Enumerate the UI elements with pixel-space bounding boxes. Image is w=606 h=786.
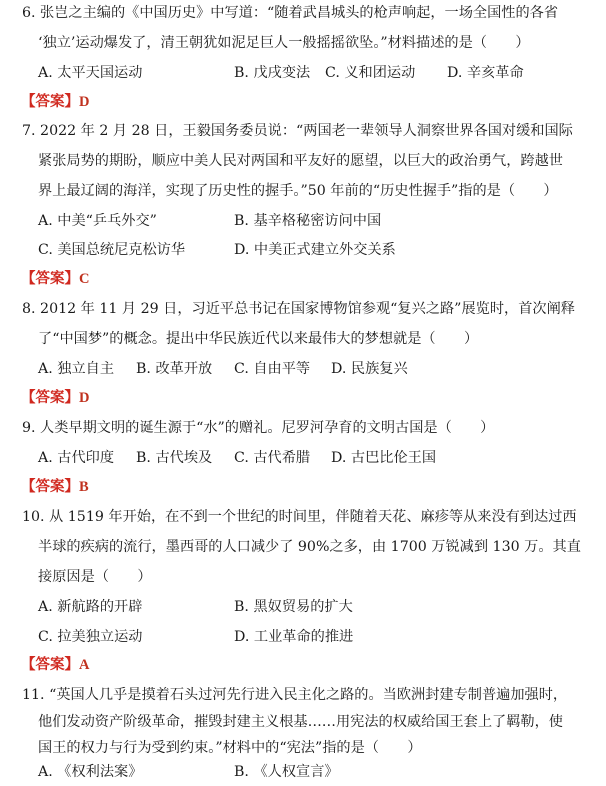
question-10-option-b: B. 黑奴贸易的扩大	[234, 599, 353, 615]
answer-letter: D	[79, 94, 90, 110]
question-10-line-2: 半球的疾病的流行，墨西哥的人口减少了 90%之多，由 1700 万锐减到 130 万。其直	[38, 539, 581, 555]
question-7-line-2: 紧张局势的期盼，顺应中美人民对两国和平友好的愿望，以巨大的政治勇气，跨越世	[38, 153, 563, 169]
question-11-line-2: 他们发动资产阶级革命，摧毁封建主义根基……用宪法的权威给国王套上了羁勒，使	[38, 714, 563, 730]
question-7-option-c: C. 美国总统尼克松访华	[38, 242, 186, 258]
answer-label: 【答案】	[21, 389, 79, 406]
question-9-option-d: D. 古巴比伦王国	[331, 450, 437, 466]
question-10-option-d: D. 工业革命的推进	[234, 629, 354, 645]
question-8-option-a: A. 独立自主	[38, 361, 115, 377]
question-6-line-1: 6. 张岂之主编的《中国历史》中写道：“随着武昌城头的枪声响起，一场全国性的各省	[22, 5, 559, 21]
question-7-option-a: A. 中美“乒乓外交”	[38, 213, 157, 229]
answer-label: 【答案】	[21, 478, 79, 495]
question-6-option-c: C. 义和团运动	[325, 65, 416, 81]
question-11-line-1: 11. “英国人几乎是摸着石头过河先行进入民主化之路的。当欧洲封建专制普遍加强时，	[22, 687, 568, 703]
answer-label: 【答案】	[21, 270, 79, 287]
question-11-option-a: A. 《权利法案》	[38, 764, 143, 780]
answer-6	[21, 92, 89, 112]
answer-label: 【答案】	[21, 656, 79, 673]
question-8-line-2: 了“中国梦”的概念。提出中华民族近代以来最伟大的梦想就是（ ）	[38, 331, 479, 347]
answer-8	[21, 388, 89, 408]
question-8-option-b: B. 改革开放	[136, 361, 213, 377]
question-9-option-b: B. 古代埃及	[136, 450, 213, 466]
question-10-option-a: A. 新航路的开辟	[38, 599, 143, 615]
answer-label: 【答案】	[21, 93, 79, 110]
answer-letter: C	[79, 271, 90, 287]
question-8-line-1: 8. 2012 年 11 月 29 日，习近平总书记在国家博物馆参观“复兴之路”展览时，首次阐释	[22, 301, 575, 317]
question-6-option-b: B. 戊戌变法	[234, 65, 311, 81]
question-7-option-b: B. 基辛格秘密访问中国	[234, 213, 382, 229]
question-9-option-c: C. 古代希腊	[234, 450, 311, 466]
question-7-line-3: 界上最辽阔的海洋，实现了历史性的握手。”50 年前的“历史性握手”指的是（ ）	[38, 183, 558, 199]
answer-10	[21, 655, 89, 675]
question-8-option-c: C. 自由平等	[234, 361, 311, 377]
answer-letter: A	[79, 657, 90, 673]
answer-7	[21, 269, 89, 289]
question-9-option-a: A. 古代印度	[38, 450, 115, 466]
question-10-line-3: 接原因是（ ）	[38, 569, 152, 585]
question-7-option-d: D. 中美正式建立外交关系	[234, 242, 396, 258]
question-6-option-d: D. 辛亥革命	[447, 65, 524, 81]
question-11-option-b: B. 《人权宣言》	[234, 764, 339, 780]
question-9-line-1: 9. 人类早期文明的诞生源于“水”的赠礼。尼罗河孕育的文明古国是（ ）	[22, 420, 495, 436]
answer-9	[21, 477, 89, 497]
question-6-line-2: ‘独立’运动爆发了，清王朝犹如泥足巨人一般摇摇欲坠。”材料描述的是（ ）	[38, 35, 530, 51]
answer-letter: D	[79, 390, 90, 406]
question-8-option-d: D. 民族复兴	[331, 361, 408, 377]
question-6-option-a: A. 太平天国运动	[38, 65, 143, 81]
question-7-line-1: 7. 2022 年 2 月 28 日，王毅国务委员说：“两国老一辈领导人洞察世界各国对缓和国际	[22, 123, 573, 139]
question-10-line-1: 10. 从 1519 年开始，在不到一个世纪的时间里，伴随着天花、麻疹等从来没有到达过西	[22, 509, 577, 525]
answer-letter: B	[79, 479, 89, 495]
question-11-line-3: 国王的权力与行为受到约束。”材料中的“宪法”指的是（ ）	[38, 740, 422, 756]
question-10-option-c: C. 拉美独立运动	[38, 629, 143, 645]
